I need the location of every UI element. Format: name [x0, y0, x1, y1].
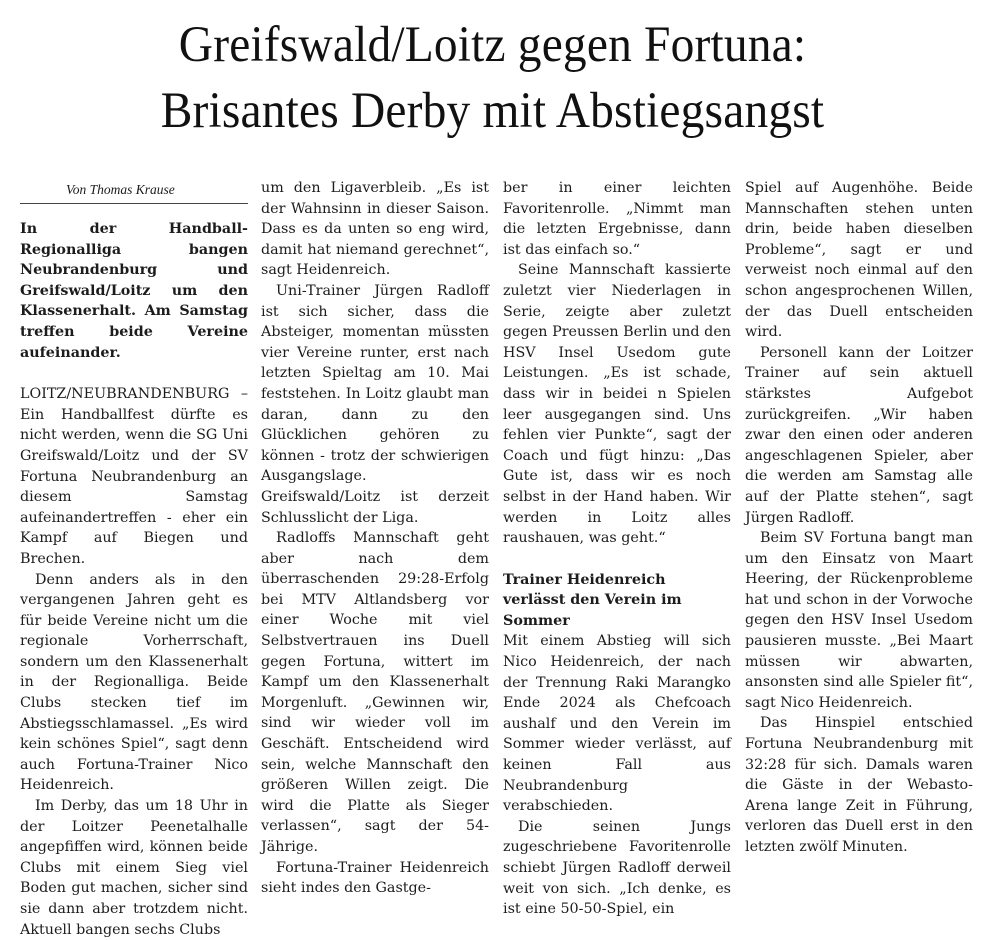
- article-column-4: [745, 178, 973, 858]
- paragraph: Uni-Trainer Jürgen Radloff ist sich sicher, dass die Absteiger, momentan müssten vier Vereine runter, erst nach letzten Spieltag am 10. Mai feststehen. In Loitz glaubt man daran, dann zu den Glücklichen gehören zu können - trotz der schwierigen Ausgangslage. Greifswald/Loitz ist derzeit Schlusslicht der Liga.: [261, 282, 489, 526]
- subheading: Trainer Heidenreich verlässt den Verein im Sommer: [503, 571, 682, 629]
- paragraph: Seine Mannschaft kassierte zuletzt vier Niederlagen in Serie, zeigte aber zuletzt gegen Preussen Berlin und den HSV Insel Usedom gute Leistungen. „Es ist schade, dass wir in beidei n Spielen leer ausgegangen sind. Uns fehlen vier Punkte“, sagt der Coach und fügt hinzu: „Das Gute ist, dass wir es noch selbst in der Hand haben. Wir werden in Loitz alles raushauen, was geht.“: [503, 262, 731, 547]
- headline-line-2: Brisantes Derby mit Abstiegsangst: [160, 83, 825, 139]
- paragraph: um den Ligaverbleib. „Es ist der Wahnsinn in dieser Saison. Dass es da unten so eng wird, damit hat niemand gerechnet“, sagt Heidenreich.: [261, 180, 489, 279]
- paragraph: Radloffs Mannschaft geht aber nach dem überraschenden 29:28-Erfolg bei MTV Altlandsberg vor einer Woche mit viel Selbstvertrauen ins Duell gegen Fortuna, wittert im Kampf um den Klassenerhalt Morgenluft. „Gewinnen wir, sind wir wieder voll im Geschäft. Entscheidend wird sein, welche Mannschaft den größeren Willen zeigt. Die wird die Platte als Sieger verlassen“, sagt der 54-Jährige.: [261, 530, 489, 855]
- headline-line-1: Greifswald/Loitz gegen Fortuna:: [178, 17, 807, 73]
- paragraph: Mit einem Abstieg will sich Nico Heidenreich, der nach der Trennung Raki Marangko Ende 2024 als Chefcoach aushalf und den Verein im Sommer wieder verlässt, auf keinen Fall aus Neubrandenburg verabschieden.: [503, 633, 731, 815]
- headline: [34, 12, 950, 144]
- byline: Von Thomas Krause: [20, 180, 248, 204]
- paragraph: Im Derby, das um 18 Uhr in der Loitzer Peenetalhalle angepfiffen wird, können beide Clubs mit einem Sieg viel Boden gut machen, sicher sind sie dann aber trotzdem nicht. Aktuell bangen sechs Clubs: [20, 798, 248, 938]
- paragraph: Personell kann der Loitzer Trainer auf sein aktuell stärkstes Aufgebot zurückgreifen. „Wir haben zwar den einen oder anderen angeschlagenen Spieler, aber die werden am Samstag alle auf der Platte stehen“, sagt Jürgen Radloff.: [745, 344, 973, 526]
- article-column-2: [261, 178, 489, 899]
- paragraph: Das Hinspiel entschied Fortuna Neubrandenburg mit 32:28 für sich. Damals waren die Gäste in der Webasto-Arena lange Zeit in Führung, verloren das Duell erst in den letzten zwölf Minuten.: [745, 715, 973, 855]
- paragraph: ber in einer leichten Favoritenrolle. „Nimmt man die letzten Ergebnisse, dann ist das einfach so.“: [503, 180, 731, 258]
- paragraph: Denn anders als in den vergangenen Jahren geht es für beide Vereine nicht um die regionale Vorherrschaft, sondern um den Klassenerhalt in der Regionalliga. Beide Clubs stecken tief im Abstiegsschlamassel. „Es wird kein schönes Spiel“, sagt denn auch Fortuna-Trainer Nico Heidenreich.: [20, 571, 248, 794]
- teaser: In der Handball-Regionalliga bangen Neubrandenburg und Greifswald/Loitz um den Klassenerhalt. Am Samstag treffen beide Vereine aufeinander.: [20, 221, 248, 361]
- article-column-3: [503, 178, 731, 920]
- article-column-1: [20, 178, 248, 940]
- paragraph: LOITZ/NEUBRANDENBURG – Ein Handballfest dürfte es nicht werden, wenn die SG Uni Greifswald/Loitz und der SV Fortuna Neubrandenburg an diesem Samstag aufeinandertreffen - eher ein Kampf auf Biegen und Brechen.: [20, 386, 248, 567]
- paragraph: Fortuna-Trainer Heidenreich sieht indes den Gastge-: [261, 859, 489, 897]
- paragraph: Die seinen Jungs zugeschriebene Favoritenrolle schiebt Jürgen Radloff derweil weit von sich. „Ich denke, es ist eine 50-50-Spiel, ein: [503, 818, 731, 918]
- paragraph: Beim SV Fortuna bangt man um den Einsatz von Maart Heering, der Rückenprobleme hat und schon in der Vorwoche gegen den HSV Insel Usedom pausieren musste. „Bei Maart müssen wir abwarten, ansonsten sind alle Spieler fit“, sagt Nico Heidenreich.: [745, 530, 973, 711]
- paragraph: Spiel auf Augenhöhe. Beide Mannschaften stehen unten drin, beide haben dieselben Probleme“, sagt er und verweist noch einmal auf den schon angesprochenen Willen, der das Duell entscheiden wird.: [745, 180, 973, 341]
